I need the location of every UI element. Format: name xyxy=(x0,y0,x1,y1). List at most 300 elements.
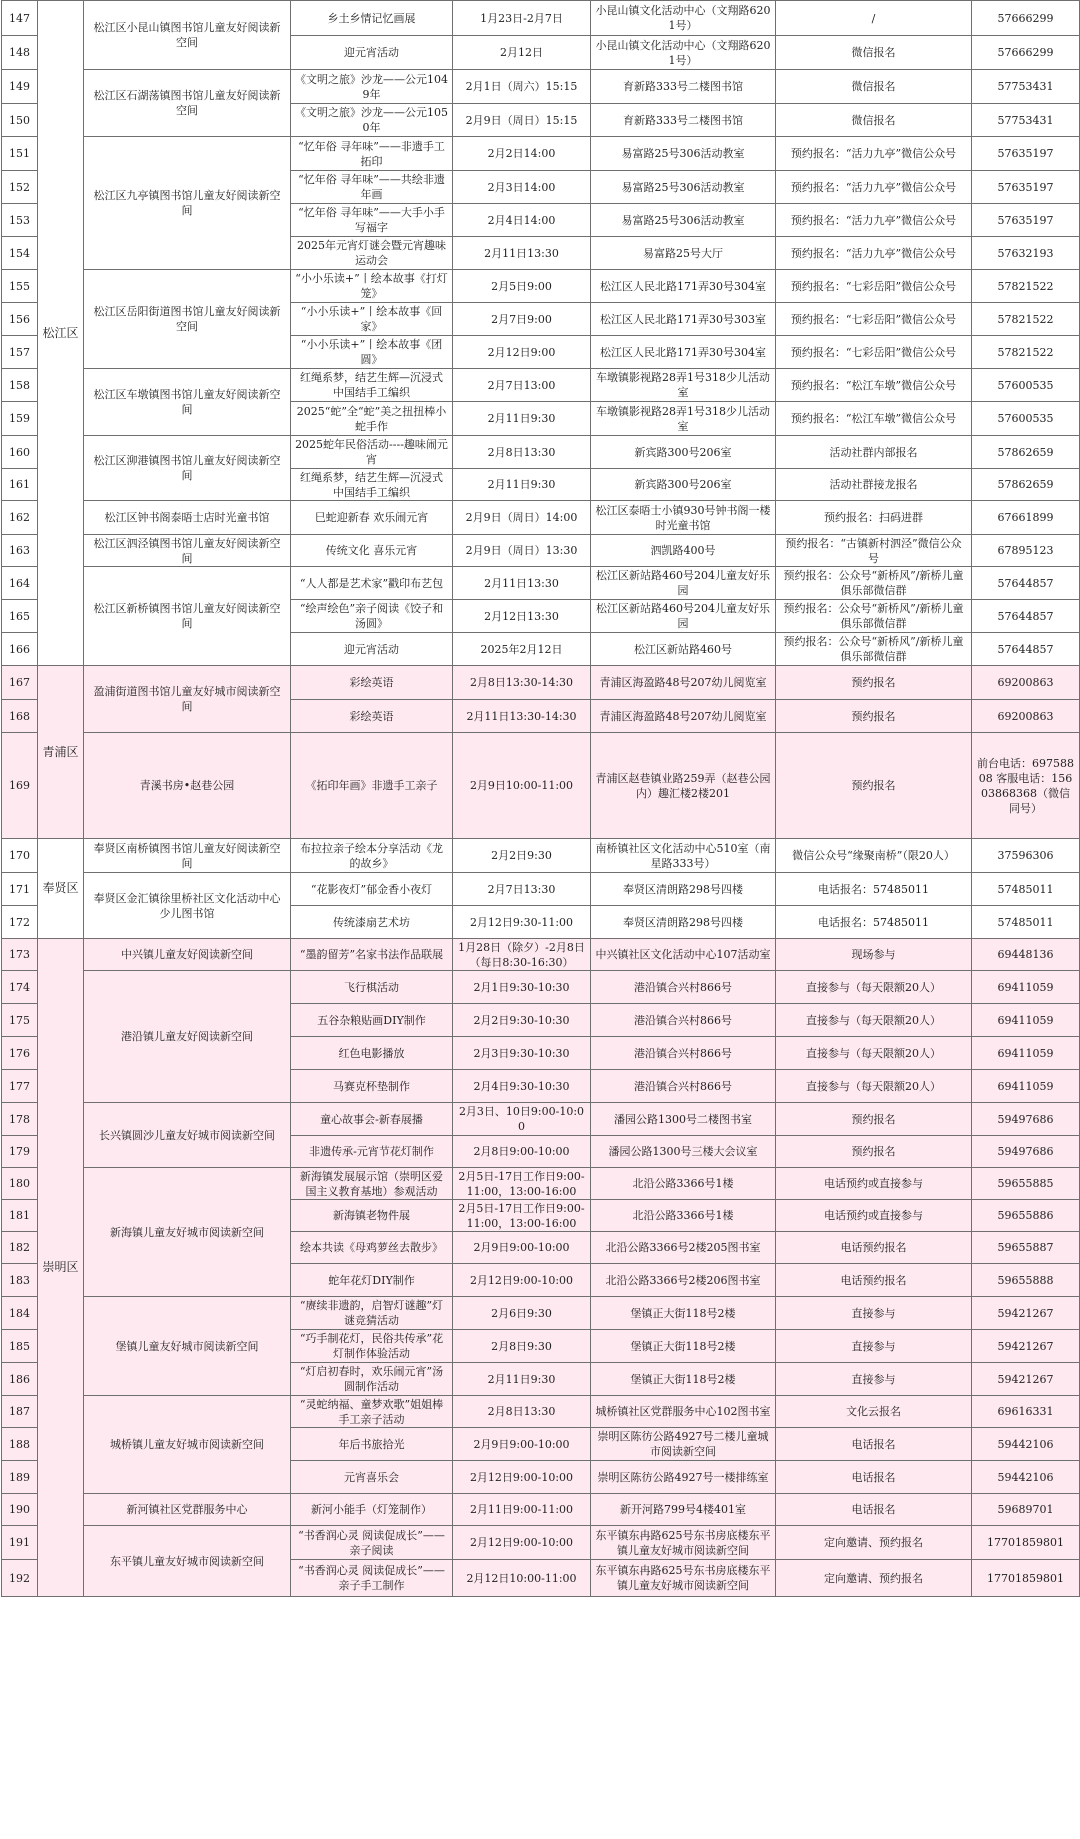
row-number-cell: 182 xyxy=(2,1232,38,1264)
signup-cell: 预约报名：“古镇新村泗泾”微信公众号 xyxy=(776,535,972,567)
activity-cell: “小小乐读+”丨绘本故事《团圆》 xyxy=(291,336,453,369)
activity-cell: “灯启初春时，欢乐闹元宵”汤圆制作活动 xyxy=(291,1363,453,1396)
row-number-cell: 163 xyxy=(2,535,38,567)
phone-cell: 57753431 xyxy=(972,70,1080,104)
phone-cell: 59689701 xyxy=(972,1494,1080,1526)
signup-cell: 直接参与（每天限额20人） xyxy=(776,971,972,1004)
venue-cell: 青溪书房•赵巷公园 xyxy=(84,733,291,839)
time-cell: 2月9日（周日）15:15 xyxy=(453,104,591,137)
time-cell: 1月23日-2月7日 xyxy=(453,1,591,36)
location-cell: 泗凯路400号 xyxy=(591,535,776,567)
location-cell: 北沿公路3366号1楼 xyxy=(591,1200,776,1232)
venue-cell: 盈浦街道图书馆儿童友好城市阅读新空间 xyxy=(84,666,291,733)
phone-cell: 69411059 xyxy=(972,1004,1080,1037)
signup-cell: 预约报名：公众号“新桥风”/新桥儿童俱乐部微信群 xyxy=(776,600,972,633)
activity-cell: 巳蛇迎新春 欢乐闹元宵 xyxy=(291,501,453,535)
time-cell: 2月11日13:30 xyxy=(453,567,591,600)
activity-cell: 元宵喜乐会 xyxy=(291,1461,453,1494)
signup-cell: 预约报名：“活力九亭”微信公众号 xyxy=(776,171,972,204)
time-cell: 2月9日（周日）14:00 xyxy=(453,501,591,535)
time-cell: 2月8日13:30 xyxy=(453,1396,591,1428)
phone-cell: 69411059 xyxy=(972,971,1080,1004)
venue-cell: 松江区岳阳街道图书馆儿童友好阅读新空间 xyxy=(84,270,291,369)
row-number-cell: 179 xyxy=(2,1136,38,1168)
location-cell: 港沿镇合兴村866号 xyxy=(591,1037,776,1070)
phone-cell: 17701859801 xyxy=(972,1526,1080,1560)
signup-cell: 电话报名 xyxy=(776,1494,972,1526)
time-cell: 2月2日14:00 xyxy=(453,137,591,171)
table-row xyxy=(2,1494,1080,1526)
activity-cell: “小小乐读+”丨绘本故事《回家》 xyxy=(291,303,453,336)
location-cell: 北沿公路3366号2楼206图书室 xyxy=(591,1264,776,1297)
table-row xyxy=(2,666,1080,700)
table-row xyxy=(2,733,1080,839)
activity-cell: 飞行棋活动 xyxy=(291,971,453,1004)
venue-cell: 松江区九亭镇图书馆儿童友好阅读新空间 xyxy=(84,137,291,270)
location-cell: 松江区新站路460号204儿童友好乐园 xyxy=(591,567,776,600)
venue-cell: 新河镇社区党群服务中心 xyxy=(84,1494,291,1526)
location-cell: 港沿镇合兴村866号 xyxy=(591,1004,776,1037)
phone-cell: 59442106 xyxy=(972,1461,1080,1494)
location-cell: 堡镇正大街118号2楼 xyxy=(591,1297,776,1330)
signup-cell: 预约报名：“活力九亭”微信公众号 xyxy=(776,204,972,237)
venue-cell: 松江区钟书阁泰晤士店时光童书馆 xyxy=(84,501,291,535)
time-cell: 2月12日9:00-10:00 xyxy=(453,1461,591,1494)
row-number-cell: 186 xyxy=(2,1363,38,1396)
row-number-cell: 159 xyxy=(2,402,38,436)
time-cell: 2月12日 xyxy=(453,36,591,70)
location-cell: 崇明区陈彷公路4927号二楼儿童城市阅读新空间 xyxy=(591,1428,776,1461)
row-number-cell: 185 xyxy=(2,1330,38,1363)
venue-cell: 奉贤区南桥镇图书馆儿童友好阅读新空间 xyxy=(84,839,291,873)
signup-cell: 活动社群内部报名 xyxy=(776,436,972,469)
phone-cell: 69200863 xyxy=(972,666,1080,700)
phone-cell: 59442106 xyxy=(972,1428,1080,1461)
phone-cell: 59421267 xyxy=(972,1297,1080,1330)
time-cell: 2月11日9:30 xyxy=(453,469,591,501)
row-number-cell: 149 xyxy=(2,70,38,104)
location-cell: 易富路25号306活动教室 xyxy=(591,171,776,204)
table-row xyxy=(2,1168,1080,1200)
row-number-cell: 160 xyxy=(2,436,38,469)
venue-cell: 中兴镇儿童友好阅读新空间 xyxy=(84,939,291,971)
location-cell: 港沿镇合兴村866号 xyxy=(591,971,776,1004)
activity-cell: 五谷杂粮贴画DIY制作 xyxy=(291,1004,453,1037)
time-cell: 2月9日9:00-10:00 xyxy=(453,1232,591,1264)
activity-cell: 《文明之旅》沙龙——公元1050年 xyxy=(291,104,453,137)
activity-cell: 红绳系梦，结艺生辉—沉浸式中国结手工编织 xyxy=(291,469,453,501)
phone-cell: 69411059 xyxy=(972,1037,1080,1070)
time-cell: 2月7日9:00 xyxy=(453,303,591,336)
location-cell: 易富路25号306活动教室 xyxy=(591,204,776,237)
phone-cell: 57862659 xyxy=(972,469,1080,501)
location-cell: 新开河路799号4楼401室 xyxy=(591,1494,776,1526)
activity-cell: 红绳系梦，结艺生辉—沉浸式中国结手工编织 xyxy=(291,369,453,402)
time-cell: 2月2日9:30-10:30 xyxy=(453,1004,591,1037)
phone-cell: 57635197 xyxy=(972,204,1080,237)
table-row xyxy=(2,137,1080,171)
activity-cell: 2025“蛇”全“蛇”美之扭扭棒小蛇手作 xyxy=(291,402,453,436)
signup-cell: 文化云报名 xyxy=(776,1396,972,1428)
time-cell: 2月4日14:00 xyxy=(453,204,591,237)
location-cell: 中兴镇社区文化活动中心107活动室 xyxy=(591,939,776,971)
row-number-cell: 161 xyxy=(2,469,38,501)
row-number-cell: 147 xyxy=(2,1,38,36)
row-number-cell: 177 xyxy=(2,1070,38,1103)
time-cell: 2月11日13:30-14:30 xyxy=(453,700,591,733)
district-cell: 松江区 xyxy=(38,1,84,666)
time-cell: 2月3日、10日9:00-10:00 xyxy=(453,1103,591,1136)
activity-cell: 迎元宵活动 xyxy=(291,36,453,70)
phone-cell: 57600535 xyxy=(972,402,1080,436)
signup-cell: 微信报名 xyxy=(776,104,972,137)
signup-cell: 现场参与 xyxy=(776,939,972,971)
time-cell: 2月8日13:30 xyxy=(453,436,591,469)
time-cell: 2月8日9:00-10:00 xyxy=(453,1136,591,1168)
row-number-cell: 162 xyxy=(2,501,38,535)
row-number-cell: 152 xyxy=(2,171,38,204)
activity-cell: 彩绘英语 xyxy=(291,666,453,700)
table-row xyxy=(2,535,1080,567)
phone-cell: 69411059 xyxy=(972,1070,1080,1103)
activity-cell: “巧手制花灯，民俗共传承”花灯制作体验活动 xyxy=(291,1330,453,1363)
row-number-cell: 156 xyxy=(2,303,38,336)
location-cell: 松江区人民北路171弄30号304室 xyxy=(591,270,776,303)
activity-cell: 《文明之旅》沙龙——公元1049年 xyxy=(291,70,453,104)
activity-cell: “忆年俗 寻年味”——共绘非遗年画 xyxy=(291,171,453,204)
phone-cell: 37596306 xyxy=(972,839,1080,873)
row-number-cell: 190 xyxy=(2,1494,38,1526)
time-cell: 2月12日9:00-10:00 xyxy=(453,1264,591,1297)
phone-cell: 57600535 xyxy=(972,369,1080,402)
location-cell: 小昆山镇文化活动中心（文翔路6201号） xyxy=(591,36,776,70)
venue-cell: 松江区车墩镇图书馆儿童友好阅读新空间 xyxy=(84,369,291,436)
activity-cell: 布拉拉亲子绘本分享活动《龙的故乡》 xyxy=(291,839,453,873)
activity-cell: 2025蛇年民俗活动----趣味闹元宵 xyxy=(291,436,453,469)
time-cell: 2月12日9:30-11:00 xyxy=(453,906,591,939)
signup-cell: 直接参与（每天限额20人） xyxy=(776,1070,972,1103)
table-row xyxy=(2,939,1080,971)
district-cell: 奉贤区 xyxy=(38,839,84,939)
signup-cell: 电话报名：57485011 xyxy=(776,873,972,906)
location-cell: 东平镇东冉路625号东书房底楼东平镇儿童友好城市阅读新空间 xyxy=(591,1560,776,1597)
location-cell: 堡镇正大街118号2楼 xyxy=(591,1363,776,1396)
phone-cell: 69200863 xyxy=(972,700,1080,733)
location-cell: 易富路25号大厅 xyxy=(591,237,776,270)
venue-cell: 松江区小昆山镇图书馆儿童友好阅读新空间 xyxy=(84,1,291,70)
signup-cell: 预约报名：“松江车墩”微信公众号 xyxy=(776,369,972,402)
signup-cell: 微信报名 xyxy=(776,70,972,104)
row-number-cell: 174 xyxy=(2,971,38,1004)
row-number-cell: 191 xyxy=(2,1526,38,1560)
time-cell: 2月7日13:30 xyxy=(453,873,591,906)
phone-cell: 57821522 xyxy=(972,336,1080,369)
location-cell: 新宾路300号206室 xyxy=(591,469,776,501)
activity-cell: 新河小能手（灯笼制作） xyxy=(291,1494,453,1526)
table-row xyxy=(2,971,1080,1004)
signup-cell: 预约报名 xyxy=(776,1103,972,1136)
signup-cell: 预约报名 xyxy=(776,700,972,733)
phone-cell: 57644857 xyxy=(972,600,1080,633)
phone-cell: 59655885 xyxy=(972,1168,1080,1200)
phone-cell: 59655888 xyxy=(972,1264,1080,1297)
venue-cell: 松江区石湖荡镇图书馆儿童友好阅读新空间 xyxy=(84,70,291,137)
signup-cell: 定向邀请、预约报名 xyxy=(776,1560,972,1597)
signup-cell: / xyxy=(776,1,972,36)
activity-cell: 红色电影播放 xyxy=(291,1037,453,1070)
table-row xyxy=(2,270,1080,303)
phone-cell: 57485011 xyxy=(972,873,1080,906)
phone-cell: 59497686 xyxy=(972,1103,1080,1136)
signup-cell: 电话报名：57485011 xyxy=(776,906,972,939)
phone-cell: 17701859801 xyxy=(972,1560,1080,1597)
venue-cell: 松江区泗泾镇图书馆儿童友好阅读新空间 xyxy=(84,535,291,567)
activity-cell: “赓续非遗韵，启智灯谜趣”灯谜竞猜活动 xyxy=(291,1297,453,1330)
table-row xyxy=(2,1526,1080,1560)
row-number-cell: 166 xyxy=(2,633,38,666)
row-number-cell: 164 xyxy=(2,567,38,600)
table-row xyxy=(2,501,1080,535)
activity-cell: 迎元宵活动 xyxy=(291,633,453,666)
time-cell: 2月3日14:00 xyxy=(453,171,591,204)
signup-cell: 活动社群接龙报名 xyxy=(776,469,972,501)
activity-cell: 绘本共读《母鸡萝丝去散步》 xyxy=(291,1232,453,1264)
signup-cell: 微信公众号“缘聚南桥”（限20人） xyxy=(776,839,972,873)
row-number-cell: 172 xyxy=(2,906,38,939)
location-cell: 城桥镇社区党群服务中心102图书室 xyxy=(591,1396,776,1428)
venue-cell: 堡镇儿童友好城市阅读新空间 xyxy=(84,1297,291,1396)
time-cell: 2月12日13:30 xyxy=(453,600,591,633)
row-number-cell: 192 xyxy=(2,1560,38,1597)
activity-cell: “书香润心灵 阅读促成长”——亲子手工制作 xyxy=(291,1560,453,1597)
activity-cell: 2025年元宵灯谜会暨元宵趣味运动会 xyxy=(291,237,453,270)
signup-cell: 预约报名：公众号“新桥风”/新桥儿童俱乐部微信群 xyxy=(776,633,972,666)
time-cell: 1月28日（除夕）-2月8日（每日8:30-16:30） xyxy=(453,939,591,971)
phone-cell: 57862659 xyxy=(972,436,1080,469)
signup-cell: 预约报名：“活力九亭”微信公众号 xyxy=(776,137,972,171)
signup-cell: 预约报名：扫码进群 xyxy=(776,501,972,535)
time-cell: 2月6日9:30 xyxy=(453,1297,591,1330)
row-number-cell: 167 xyxy=(2,666,38,700)
row-number-cell: 170 xyxy=(2,839,38,873)
location-cell: 松江区人民北路171弄30号304室 xyxy=(591,336,776,369)
table-row xyxy=(2,873,1080,906)
phone-cell: 57635197 xyxy=(972,137,1080,171)
row-number-cell: 171 xyxy=(2,873,38,906)
phone-cell: 57753431 xyxy=(972,104,1080,137)
activity-cell: “忆年俗 寻年味”——大手小手写福字 xyxy=(291,204,453,237)
signup-cell: 直接参与 xyxy=(776,1330,972,1363)
row-number-cell: 154 xyxy=(2,237,38,270)
time-cell: 2月11日9:30 xyxy=(453,1363,591,1396)
phone-cell: 57485011 xyxy=(972,906,1080,939)
row-number-cell: 155 xyxy=(2,270,38,303)
location-cell: 新宾路300号206室 xyxy=(591,436,776,469)
time-cell: 2月11日9:00-11:00 xyxy=(453,1494,591,1526)
district-cell: 崇明区 xyxy=(38,939,84,1597)
time-cell: 2月11日9:30 xyxy=(453,402,591,436)
table-row xyxy=(2,1,1080,36)
phone-cell: 67895123 xyxy=(972,535,1080,567)
signup-cell: 直接参与（每天限额20人） xyxy=(776,1037,972,1070)
signup-cell: 预约报名：“七彩岳阳”微信公众号 xyxy=(776,303,972,336)
activity-cell: “墨韵留芳”名家书法作品联展 xyxy=(291,939,453,971)
signup-cell: 直接参与（每天限额20人） xyxy=(776,1004,972,1037)
phone-cell: 57644857 xyxy=(972,633,1080,666)
table-row xyxy=(2,567,1080,600)
signup-cell: 预约报名：“七彩岳阳”微信公众号 xyxy=(776,336,972,369)
time-cell: 2月9日10:00-11:00 xyxy=(453,733,591,839)
time-cell: 2月4日9:30-10:30 xyxy=(453,1070,591,1103)
phone-cell: 57821522 xyxy=(972,270,1080,303)
venue-cell: 东平镇儿童友好城市阅读新空间 xyxy=(84,1526,291,1597)
row-number-cell: 158 xyxy=(2,369,38,402)
location-cell: 奉贤区清朗路298号四楼 xyxy=(591,906,776,939)
activity-cell: 马赛克杯垫制作 xyxy=(291,1070,453,1103)
location-cell: 松江区泰晤士小镇930号钟书阁一楼时光童书馆 xyxy=(591,501,776,535)
activity-cell: 彩绘英语 xyxy=(291,700,453,733)
location-cell: 北沿公路3366号2楼205图书室 xyxy=(591,1232,776,1264)
activity-cell: 新海镇发展展示馆（崇明区爱国主义教育基地）参观活动 xyxy=(291,1168,453,1200)
venue-cell: 长兴镇圆沙儿童友好城市阅读新空间 xyxy=(84,1103,291,1168)
location-cell: 崇明区陈彷公路4927号一楼排练室 xyxy=(591,1461,776,1494)
row-number-cell: 188 xyxy=(2,1428,38,1461)
time-cell: 2月9日9:00-10:00 xyxy=(453,1428,591,1461)
time-cell: 2月1日9:30-10:30 xyxy=(453,971,591,1004)
venue-cell: 城桥镇儿童友好城市阅读新空间 xyxy=(84,1396,291,1494)
phone-cell: 57632193 xyxy=(972,237,1080,270)
location-cell: 育新路333号二楼图书馆 xyxy=(591,70,776,104)
activity-cell: “小小乐读+”丨绘本故事《打灯笼》 xyxy=(291,270,453,303)
phone-cell: 前台电话：69758808 客服电话：15603868368（微信同号） xyxy=(972,733,1080,839)
row-number-cell: 181 xyxy=(2,1200,38,1232)
phone-cell: 59655887 xyxy=(972,1232,1080,1264)
time-cell: 2月5日9:00 xyxy=(453,270,591,303)
phone-cell: 59421267 xyxy=(972,1363,1080,1396)
phone-cell: 57666299 xyxy=(972,36,1080,70)
activity-cell: 年后书旅拾光 xyxy=(291,1428,453,1461)
phone-cell: 59421267 xyxy=(972,1330,1080,1363)
location-cell: 车墩镇影视路28弄1号318少儿活动室 xyxy=(591,369,776,402)
phone-cell: 57821522 xyxy=(972,303,1080,336)
location-cell: 小昆山镇文化活动中心（文翔路6201号） xyxy=(591,1,776,36)
activity-cell: “绘声绘色”亲子阅读《饺子和汤圆》 xyxy=(291,600,453,633)
table-row xyxy=(2,70,1080,104)
row-number-cell: 184 xyxy=(2,1297,38,1330)
activity-cell: 传统文化 喜乐元宵 xyxy=(291,535,453,567)
district-cell: 青浦区 xyxy=(38,666,84,839)
row-number-cell: 148 xyxy=(2,36,38,70)
signup-cell: 电话预约报名 xyxy=(776,1264,972,1297)
location-cell: 车墩镇影视路28弄1号318少儿活动室 xyxy=(591,402,776,436)
phone-cell: 57644857 xyxy=(972,567,1080,600)
activity-cell: 新海镇老物件展 xyxy=(291,1200,453,1232)
time-cell: 2月5日-17日工作日9:00-11:00，13:00-16:00 xyxy=(453,1168,591,1200)
location-cell: 潘园公路1300号三楼大会议室 xyxy=(591,1136,776,1168)
time-cell: 2月12日9:00-10:00 xyxy=(453,1526,591,1560)
location-cell: 南桥镇社区文化活动中心510室（南星路333号） xyxy=(591,839,776,873)
signup-cell: 定向邀请、预约报名 xyxy=(776,1526,972,1560)
location-cell: 松江区新站路460号 xyxy=(591,633,776,666)
signup-cell: 预约报名：公众号“新桥风”/新桥儿童俱乐部微信群 xyxy=(776,567,972,600)
venue-cell: 松江区新桥镇图书馆儿童友好阅读新空间 xyxy=(84,567,291,666)
table-row xyxy=(2,436,1080,469)
row-number-cell: 176 xyxy=(2,1037,38,1070)
time-cell: 2月2日9:30 xyxy=(453,839,591,873)
row-number-cell: 157 xyxy=(2,336,38,369)
venue-cell: 奉贤区金汇镇徐里桥社区文化活动中心少儿图书馆 xyxy=(84,873,291,939)
signup-cell: 预约报名 xyxy=(776,733,972,839)
location-cell: 港沿镇合兴村866号 xyxy=(591,1070,776,1103)
time-cell: 2月8日9:30 xyxy=(453,1330,591,1363)
signup-cell: 电话预约或直接参与 xyxy=(776,1168,972,1200)
signup-cell: 微信报名 xyxy=(776,36,972,70)
row-number-cell: 151 xyxy=(2,137,38,171)
signup-cell: 电话报名 xyxy=(776,1461,972,1494)
signup-cell: 直接参与 xyxy=(776,1297,972,1330)
activity-cell: “忆年俗 寻年味”——非遗手工拓印 xyxy=(291,137,453,171)
row-number-cell: 189 xyxy=(2,1461,38,1494)
activity-schedule-table xyxy=(1,0,1080,1597)
location-cell: 奉贤区清朗路298号四楼 xyxy=(591,873,776,906)
activity-cell: 《拓印年画》非遗手工亲子 xyxy=(291,733,453,839)
location-cell: 青浦区海盈路48号207幼儿阅览室 xyxy=(591,666,776,700)
row-number-cell: 173 xyxy=(2,939,38,971)
time-cell: 2月11日13:30 xyxy=(453,237,591,270)
activity-cell: 非遗传承-元宵节花灯制作 xyxy=(291,1136,453,1168)
signup-cell: 预约报名：“活力九亭”微信公众号 xyxy=(776,237,972,270)
table-row xyxy=(2,1396,1080,1428)
venue-cell: 港沿镇儿童友好阅读新空间 xyxy=(84,971,291,1103)
table-row xyxy=(2,1103,1080,1136)
activity-cell: “花影夜灯”郁金香小夜灯 xyxy=(291,873,453,906)
venue-cell: 松江区泖港镇图书馆儿童友好阅读新空间 xyxy=(84,436,291,501)
location-cell: 青浦区赵巷镇业路259弄（赵巷公园内）趣汇楼2楼201 xyxy=(591,733,776,839)
activity-cell: “人人都是艺术家”戳印布艺包 xyxy=(291,567,453,600)
time-cell: 2月3日9:30-10:30 xyxy=(453,1037,591,1070)
time-cell: 2月5日-17日工作日9:00-11:00，13:00-16:00 xyxy=(453,1200,591,1232)
phone-cell: 59497686 xyxy=(972,1136,1080,1168)
row-number-cell: 178 xyxy=(2,1103,38,1136)
location-cell: 松江区人民北路171弄30号303室 xyxy=(591,303,776,336)
activity-cell: 蛇年花灯DIY制作 xyxy=(291,1264,453,1297)
time-cell: 2月9日（周日）13:30 xyxy=(453,535,591,567)
activity-cell: 童心故事会-新春展播 xyxy=(291,1103,453,1136)
time-cell: 2月1日（周六）15:15 xyxy=(453,70,591,104)
signup-cell: 电话报名 xyxy=(776,1428,972,1461)
location-cell: 松江区新站路460号204儿童友好乐园 xyxy=(591,600,776,633)
phone-cell: 57635197 xyxy=(972,171,1080,204)
table-row xyxy=(2,1297,1080,1330)
row-number-cell: 187 xyxy=(2,1396,38,1428)
location-cell: 青浦区海盈路48号207幼儿阅览室 xyxy=(591,700,776,733)
row-number-cell: 175 xyxy=(2,1004,38,1037)
phone-cell: 59655886 xyxy=(972,1200,1080,1232)
time-cell: 2025年2月12日 xyxy=(453,633,591,666)
activity-cell: 乡土乡情记忆画展 xyxy=(291,1,453,36)
table-row xyxy=(2,369,1080,402)
row-number-cell: 169 xyxy=(2,733,38,839)
phone-cell: 69616331 xyxy=(972,1396,1080,1428)
time-cell: 2月12日10:00-11:00 xyxy=(453,1560,591,1597)
phone-cell: 69448136 xyxy=(972,939,1080,971)
activity-cell: “书香润心灵 阅读促成长”——亲子阅读 xyxy=(291,1526,453,1560)
row-number-cell: 150 xyxy=(2,104,38,137)
location-cell: 北沿公路3366号1楼 xyxy=(591,1168,776,1200)
phone-cell: 57666299 xyxy=(972,1,1080,36)
time-cell: 2月7日13:00 xyxy=(453,369,591,402)
time-cell: 2月8日13:30-14:30 xyxy=(453,666,591,700)
